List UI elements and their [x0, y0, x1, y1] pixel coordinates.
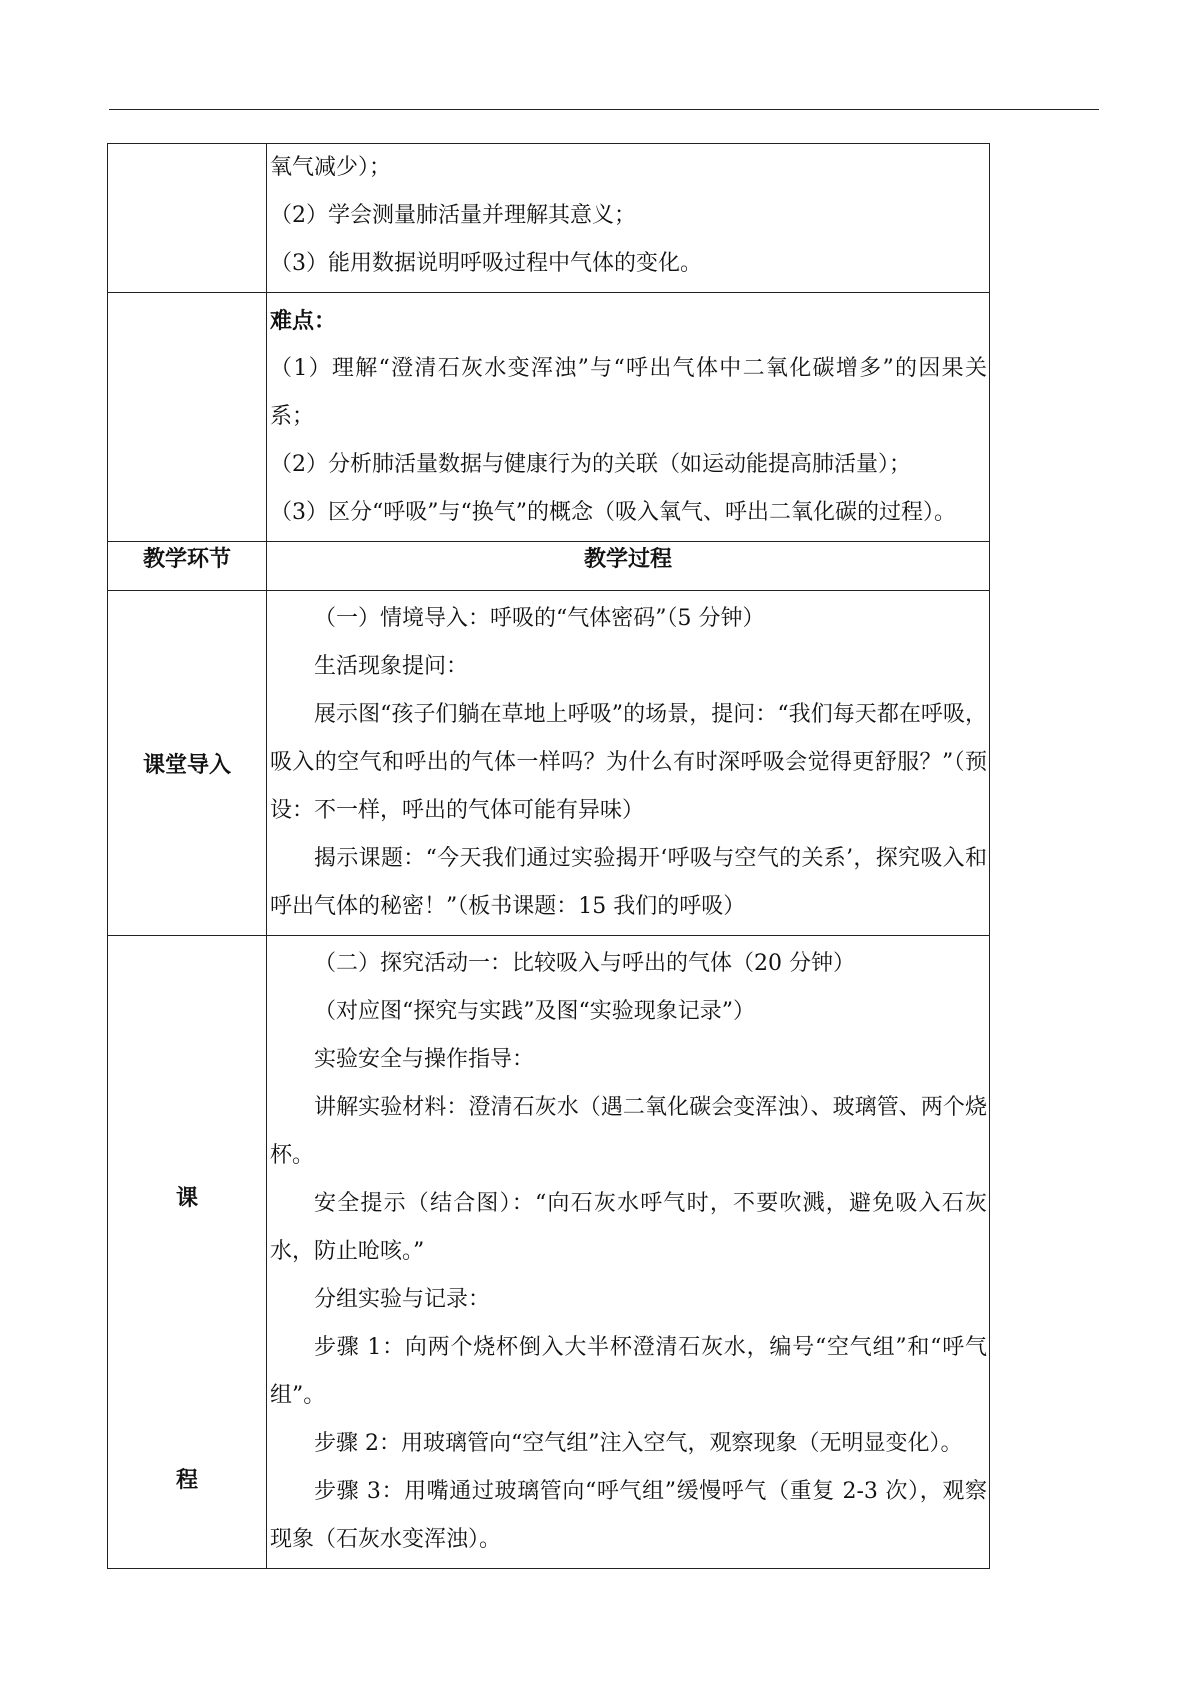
intro-paragraph: 生活现象提问：: [314, 654, 469, 679]
process-step: 步骤 2：用玻璃管向“空气组”注入空气，观察现象（无明显变化）。: [314, 1431, 963, 1456]
difficulties-title: 难点：: [270, 308, 337, 334]
intro-content-cell: [267, 591, 990, 936]
objective-line: （2）学会测量肺活量并理解其意义；: [270, 203, 636, 228]
process-heading: （二）探究活动一：比较吸入与呼出的气体（20 分钟）: [314, 951, 855, 976]
process-paragraph: 安全提示（结合图）：“向石灰水呼气时，不要吹溅，避免吸入石灰水，防止呛咳。”: [270, 1191, 987, 1264]
process-content-cell: [267, 936, 990, 1569]
objectives-label-cell: [108, 144, 267, 293]
objectives-cell: [267, 144, 990, 293]
process-paragraph: （对应图“探究与实践”及图“实验现象记录”）: [314, 999, 755, 1024]
difficulties-row: [108, 293, 990, 542]
table-header-row: [108, 542, 990, 591]
intro-paragraph: 展示图“孩子们躺在草地上呼吸”的场景，提问：“我们每天都在呼吸，吸入的空气和呼出的气体一样吗？为什么有时深呼吸会觉得更舒服？”（预设：不一样，呼出的气体可能有异味）: [270, 702, 987, 823]
process-label-bottom: 程: [175, 1467, 198, 1493]
process-step: 步骤 3：用嘴通过玻璃管向“呼气组”缓慢呼气（重复 2-3 次），观察现象（石灰水变浑浊）。: [270, 1479, 987, 1552]
objective-line: （3）能用数据说明呼吸过程中气体的变化。: [270, 251, 702, 276]
difficulty-line: （1）理解“澄清石灰水变浑浊”与“呼出气体中二氧化碳增多”的因果关系；: [270, 356, 987, 429]
process-label-cell: [108, 936, 267, 1569]
objectives-row: [108, 144, 990, 293]
difficulties-label-cell: [108, 293, 267, 542]
process-row: [108, 936, 990, 1569]
intro-label: 课堂导入: [108, 591, 267, 936]
column-header-process: 教学过程: [267, 542, 990, 591]
difficulty-line: （2）分析肺活量数据与健康行为的关联（如运动能提高肺活量）；: [270, 452, 911, 477]
process-paragraph: 讲解实验材料：澄清石灰水（遇二氧化碳会变浑浊）、玻璃管、两个烧杯。: [270, 1095, 987, 1168]
header-rule: [109, 109, 1099, 110]
intro-paragraph: 揭示课题：“今天我们通过实验揭开‘呼吸与空气的关系’，探究吸入和呼出气体的秘密！”（板书课题：15 我们的呼吸）: [270, 846, 987, 919]
objective-line: 氧气减少）；: [270, 155, 392, 180]
column-header-stage: 教学环节: [108, 542, 267, 591]
process-paragraph: 实验安全与操作指导：: [314, 1047, 535, 1072]
difficulties-cell: [267, 293, 990, 542]
process-label-top: 课: [175, 1185, 198, 1211]
process-paragraph: 分组实验与记录：: [314, 1287, 491, 1312]
intro-row: [108, 591, 990, 936]
lesson-plan-table: [107, 143, 990, 1569]
intro-heading: （一）情境导入：呼吸的“气体密码”（5 分钟）: [314, 606, 765, 631]
difficulty-line: （3）区分“呼吸”与“换气”的概念（吸入氧气、呼出二氧化碳的过程）。: [270, 500, 956, 525]
process-step: 步骤 1：向两个烧杯倒入大半杯澄清石灰水，编号“空气组”和“呼气组”。: [270, 1335, 987, 1408]
